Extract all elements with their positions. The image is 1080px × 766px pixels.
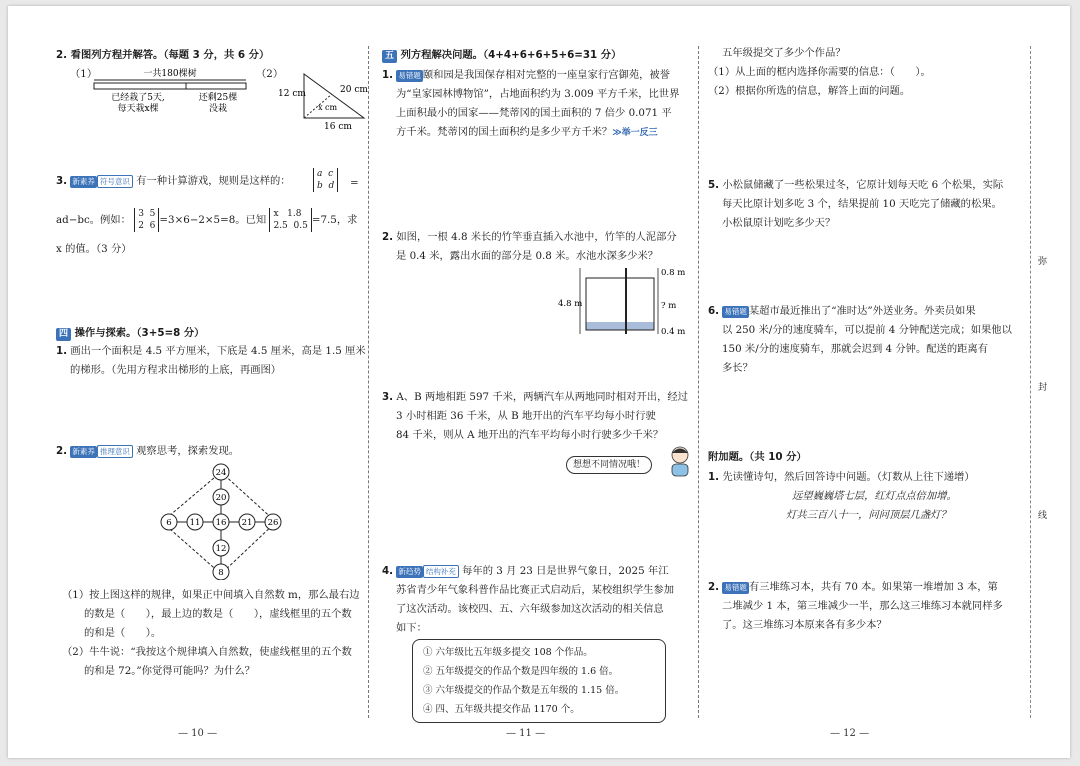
seal-line	[1030, 46, 1031, 718]
seal-char-3: 线	[1038, 511, 1048, 521]
poem-line-2: 灯共三百八十一，问问顶层几盏灯？	[786, 509, 951, 521]
poem-line-1: 远望巍巍塔七层，红灯点点倍加增。	[792, 490, 957, 502]
tri-label-b: 20 cm	[340, 85, 368, 95]
m-q4: 4. 新趋势 结构补充 每年的 3 月 23 日是世界气象日，2025 年江 苏省青少年气象科普作品比赛正式启动后，某校组织学生参加 了这次活动。该校四、五、六年级参加这次活动的相关信息 如下：	[382, 565, 675, 634]
q3-num: 3.	[56, 175, 68, 187]
q2-fig-left2: 每天栽x棵	[117, 104, 159, 114]
bonus-q1: 1. 先读懂诗句，然后回答诗中问题。（灯数从上往下递增） 远望巍巍塔七层，红灯点点倍加增。 灯共三百八十一，问问顶层几盏灯？	[708, 468, 1020, 525]
m-q3: 3. A、B 两地相距 597 千米，两辆汽车从两地同时相对开出，经过 3 小时相距 36 千米，从 B 地开出的汽车平均每小时行驶 84 千米，则从 A 地开出的汽车平均每小时行驶多少千米？	[382, 391, 688, 441]
q2-fig-total: 一共180棵树	[143, 69, 197, 79]
q3-matrix2: 3 5 2 6	[134, 208, 159, 232]
q2-fig-right2: 没栽	[208, 104, 228, 114]
q3-line2b: =3×6−2×5=8。已知	[159, 214, 267, 226]
bonus-title: 附加题。（共 10 分）	[708, 451, 807, 463]
m-q2: 2. 如图，一根 4.8 米长的竹竿垂直插入水池中，竹竿的人泥部分 是 0.4 米，露出水面的部分是 0.8 米。水池水深多少米？	[382, 231, 677, 262]
student-avatar-icon	[667, 444, 693, 478]
node-lower: 12	[215, 544, 227, 554]
node-top: 24	[215, 468, 227, 478]
hint-bubble: 想想不同情况哦！	[566, 456, 652, 474]
q2-line-figure	[86, 66, 251, 128]
tri-label-d: 16 cm	[324, 122, 352, 130]
info-item-3: ③ 六年级提交的作品个数是五年级的 1.15 倍。	[423, 685, 625, 696]
info-box	[412, 639, 666, 723]
info-item-4: ④ 四、五年级共提交作品 1170 个。	[423, 704, 580, 715]
info-item-2: ② 五年级提交的作品个数是四年级的 1.6 倍。	[423, 666, 619, 677]
q4-2-title: 2. 新素养 推理意识 观察思考，探索发现。	[56, 445, 240, 457]
bonus-q2: 2. 易错题 有三堆练习本，共有 70 本。如果第一堆增加 3 本，第 二堆减少 1 本，第三堆减少一半，那么这三堆练习本就同样多 了。这三堆练习本原来各有多少本？	[708, 581, 1003, 631]
q3-tag: 新素养	[72, 177, 95, 186]
q3-matrix1: a c b d	[313, 168, 338, 192]
node-center: 16	[215, 518, 227, 528]
r-q5: 5. 小松鼠储藏了一些松果过冬，它原计划每天吃 6 个松果，实际 每天比原计划多吃 3 个，结果提前 10 天吃完了储藏的松果。 小松鼠原计划吃多少天？	[708, 179, 1004, 229]
seal-char-1: 弥	[1038, 257, 1048, 267]
q2-sub2: （2）	[256, 68, 284, 80]
section-5-title: 五 列方程解决问题。（4+4+6+6+5+6=31 分）	[382, 46, 621, 65]
q2-sub1: （1）	[70, 68, 98, 80]
m-q1: 1. 易错题 颐和园是我国保存相对完整的一座皇家行宫御苑，被誉 为“皇家园林博物馆”，占地面积约为 3.009 平方千米，比世界 上面积最小的国家——梵蒂冈的国土面积的 7 倍少 0.071 平 方千米。梵蒂冈的国土面积约是多少平方千米？≫举一反三	[382, 69, 680, 138]
node-right: 21	[241, 518, 253, 528]
q3-matrix3: x 1.8 2.5 0.5	[269, 208, 311, 232]
pole-length-label: 4.8 m	[558, 299, 583, 309]
bamboo-pool-figure	[558, 266, 688, 344]
q2-title: 2. 看图列方程并解答。（每题 3 分，共 6 分）	[56, 49, 270, 61]
q4-2-parts: （1）按上图这样的规律，如果正中间填入自然数 m，那么最右边 的数是（ ），最上边的数是（ ），虚线框里的五个数 的和是（ ）。 （2）牛牛说：“我按这个规律填入自然数，使虚线框里的五个数 的和是 72。”你觉得可能吗？为什么？	[62, 589, 360, 677]
pole-top-label: 0.8 m	[661, 268, 686, 278]
tri-label-a: 12 cm	[278, 89, 306, 99]
number-diamond	[151, 462, 286, 580]
q2-triangle-figure	[278, 66, 370, 130]
node-left: 11	[189, 518, 201, 528]
divider-right	[698, 46, 699, 718]
q3-line3: x 的值。（3 分）	[56, 243, 132, 255]
q2-fig-right1: 还剩25棵	[198, 93, 238, 103]
q3-line1: 有一种计算游戏，规则是这样的：	[136, 175, 291, 187]
r-q6: 6. 易错题 某超市最近推出了“准时达”外送业务。外卖员如果 以 250 米/分的速度骑车，可以提前 4 分钟配送完成；如果他以 150 米/分的速度骑车，那就会迟到 4 分钟。配送的距离有 多长？	[708, 305, 1012, 374]
seal-char-2: 封	[1038, 383, 1048, 393]
water-depth-label: ? m	[661, 301, 677, 311]
q3-line2a: ad−bc。例如：	[56, 214, 131, 226]
pole-mud-label: 0.4 m	[661, 327, 686, 337]
q2-fig-left1: 已经栽了5天,	[111, 93, 165, 103]
practice-link[interactable]: ≫举一反三	[612, 128, 658, 138]
page-number-10: — 10 —	[178, 728, 218, 739]
tri-label-c: x cm	[318, 103, 338, 112]
info-item-1: ① 六年级比五年级多提交 108 个作品。	[423, 647, 593, 658]
q3-tag2: 符号意识	[97, 175, 133, 188]
q4-1: 1. 画出一个面积是 4.5 平方厘米，下底是 4.5 厘米，高是 1.5 厘米 的梯形。（先用方程求出梯形的上底，再画图）	[56, 345, 366, 376]
divider-left	[368, 46, 369, 718]
node-upper: 20	[215, 493, 227, 503]
section-4-title: 四 操作与探索。（3+5=8 分）	[56, 324, 204, 343]
node-far-left: 6	[166, 518, 172, 528]
exam-sheet	[8, 6, 1070, 758]
q2-bar	[94, 83, 246, 89]
page-number-12: — 12 —	[830, 728, 870, 739]
q3-eq1: =	[350, 177, 359, 189]
pool-water	[586, 322, 654, 330]
q4-continued: 五年级提交了多少个作品？ （1）从上面的框内选择你需要的信息：（ ）。 （2）根据你所选的信息，解答上面的问题。	[708, 47, 931, 97]
node-bottom: 8	[218, 568, 224, 578]
page-number-11: — 11 —	[506, 728, 546, 739]
q3-block	[56, 169, 361, 259]
q3-line2c: =7.5，求	[311, 214, 358, 226]
node-far-right: 26	[267, 518, 279, 528]
